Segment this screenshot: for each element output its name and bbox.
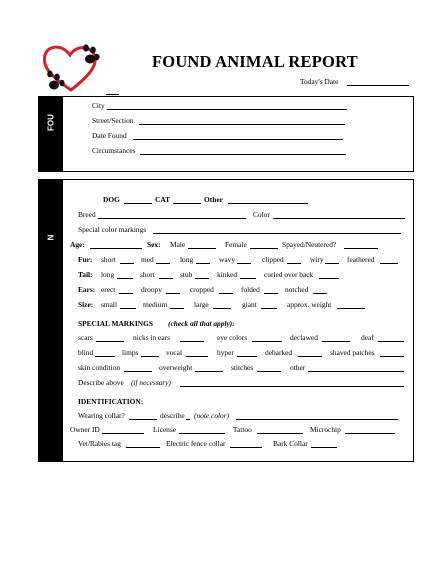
marking-other-line bbox=[308, 371, 404, 372]
tail-stub-line bbox=[195, 278, 209, 279]
owner-id-label: Owner ID bbox=[70, 425, 100, 434]
male-label: Male bbox=[170, 240, 186, 249]
marking-blind-line bbox=[95, 356, 115, 357]
marking-stitches-line bbox=[257, 371, 281, 372]
street-section-line bbox=[139, 124, 345, 125]
marking-scars: scars bbox=[78, 333, 93, 342]
age-line bbox=[90, 248, 142, 249]
marking-debarked: debarked bbox=[265, 348, 293, 357]
spayed-neutered-label: Spayed/Neutered? bbox=[282, 240, 337, 249]
type-dog-label: DOG bbox=[103, 195, 120, 204]
heart-paw-logo-icon bbox=[40, 38, 102, 96]
tail-curled: curled over back bbox=[264, 270, 314, 279]
color-line bbox=[273, 218, 405, 219]
marking-limps-line bbox=[141, 356, 159, 357]
todays-date-line bbox=[347, 85, 409, 86]
ears-label: Ears: bbox=[78, 285, 96, 294]
date-found-label: Date Found bbox=[92, 131, 127, 140]
marking-vocal: vocal bbox=[166, 348, 183, 357]
size-weight-line bbox=[337, 308, 365, 309]
note-color-line bbox=[236, 419, 398, 420]
microchip-label: Microchip bbox=[310, 425, 341, 434]
male-line bbox=[188, 248, 216, 249]
fur-short-line bbox=[120, 263, 134, 264]
city-line bbox=[107, 109, 347, 110]
color-label: Color bbox=[253, 210, 270, 219]
ears-cropped: cropped bbox=[190, 285, 214, 294]
marking-hyper-line bbox=[237, 356, 257, 357]
note-color-label: (note color) bbox=[194, 411, 230, 420]
tail-kinked-line bbox=[240, 278, 256, 279]
describe-above-label: Describe above bbox=[78, 378, 124, 387]
fur-short: short bbox=[101, 255, 116, 264]
fur-wiry-line bbox=[325, 263, 339, 264]
bark-collar-label: Bark Collar bbox=[273, 439, 308, 448]
fur-wavy-line bbox=[237, 263, 251, 264]
found-location-side-label: FOU bbox=[46, 114, 56, 131]
size-giant-line bbox=[261, 308, 277, 309]
describe-above-line bbox=[180, 386, 404, 387]
tattoo-label: Tattoo bbox=[233, 425, 252, 434]
circumstances-line bbox=[140, 154, 346, 155]
circumstances-label: Circumstances bbox=[92, 146, 136, 155]
ears-cropped-line bbox=[219, 293, 233, 294]
type-dog-line bbox=[124, 203, 152, 204]
city-label: City bbox=[92, 101, 105, 110]
size-large: large bbox=[194, 300, 209, 309]
tail-short-line bbox=[159, 278, 173, 279]
marking-overweight: overweight bbox=[159, 363, 193, 372]
ears-erect: erect bbox=[101, 285, 116, 294]
special-markings-note: (check all that apply): bbox=[168, 319, 235, 328]
special-color-line bbox=[153, 233, 401, 234]
license-line bbox=[179, 433, 225, 434]
fur-label: Fur: bbox=[78, 255, 93, 264]
marking-scars-line bbox=[96, 341, 124, 342]
spayed-neutered-line bbox=[344, 248, 378, 249]
breed-label: Breed bbox=[78, 210, 96, 219]
tail-long-line bbox=[117, 278, 133, 279]
marking-nicks: nicks in ears bbox=[133, 333, 170, 342]
fur-wavy: wavy bbox=[219, 255, 236, 264]
ears-erect-line bbox=[119, 293, 133, 294]
breed-line bbox=[98, 218, 246, 219]
page-title: FOUND ANIMAL REPORT bbox=[152, 52, 358, 71]
identification-heading: IDENTIFICATION: bbox=[78, 397, 144, 406]
tail-kinked: kinked bbox=[217, 270, 238, 279]
describe-collar-line bbox=[186, 419, 190, 420]
marking-limps: limps bbox=[122, 348, 139, 357]
marking-shaved-patches: shaved patches bbox=[330, 348, 375, 357]
fur-clipped-line bbox=[287, 263, 301, 264]
marking-vocal-line bbox=[186, 356, 208, 357]
type-cat-line bbox=[173, 203, 201, 204]
marking-eye-colors-line bbox=[252, 341, 282, 342]
vet-rabies-tag-line bbox=[126, 447, 160, 448]
marking-deaf-line bbox=[378, 341, 404, 342]
size-large-line bbox=[213, 308, 231, 309]
fur-feathered-line bbox=[380, 263, 398, 264]
marking-skin-condition-line bbox=[124, 371, 152, 372]
wearing-collar-label: Wearing collar? bbox=[78, 411, 125, 420]
size-label: Size: bbox=[78, 300, 94, 309]
bark-collar-line bbox=[311, 447, 337, 448]
female-label: Female bbox=[225, 240, 247, 249]
date-found-line bbox=[133, 139, 343, 140]
special-markings-heading: SPECIAL MARKINGS bbox=[78, 319, 153, 328]
microchip-line bbox=[345, 433, 395, 434]
electric-fence-collar-line bbox=[230, 447, 262, 448]
street-section-label: Street/Section bbox=[92, 116, 134, 125]
female-line bbox=[250, 248, 278, 249]
special-color-label: Special color markings bbox=[78, 225, 147, 234]
electric-fence-collar-label: Electric fence collar bbox=[166, 439, 226, 448]
marking-blind: blind bbox=[78, 348, 94, 357]
fur-med: med bbox=[141, 255, 154, 264]
fur-long: long bbox=[180, 255, 194, 264]
ears-droopy-line bbox=[166, 293, 180, 294]
fur-feathered: feathered bbox=[347, 255, 375, 264]
wearing-collar-line bbox=[129, 419, 157, 420]
size-small: small bbox=[101, 300, 118, 309]
marking-stitches: stitches bbox=[231, 363, 254, 372]
marking-other: other bbox=[290, 363, 306, 372]
owner-id-line bbox=[102, 433, 144, 434]
license-label: License bbox=[153, 425, 176, 434]
vet-rabies-tag-label: Vet/Rabies tag bbox=[78, 439, 121, 448]
fur-clipped: clipped bbox=[262, 255, 284, 264]
size-giant: giant bbox=[242, 300, 257, 309]
tattoo-line bbox=[257, 433, 303, 434]
describe-collar-label: describe bbox=[160, 411, 185, 420]
tail-label: Tail: bbox=[78, 270, 93, 279]
describe-above-note: (if necessary) bbox=[131, 378, 172, 387]
ears-notched-line bbox=[313, 293, 327, 294]
age-label: Age: bbox=[70, 240, 85, 249]
animal-description-sideband bbox=[38, 179, 63, 462]
marking-declawed-line bbox=[322, 341, 350, 342]
marking-nicks-line bbox=[180, 341, 204, 342]
ears-notched: notched bbox=[285, 285, 309, 294]
tail-curled-line bbox=[319, 278, 339, 279]
marking-debarked-line bbox=[298, 356, 322, 357]
marking-overweight-line bbox=[195, 371, 223, 372]
size-small-line bbox=[120, 308, 136, 309]
tail-long: long bbox=[101, 270, 115, 279]
marking-deaf: deaf bbox=[361, 333, 374, 342]
type-other-label: Other bbox=[204, 195, 223, 204]
type-cat-label: CAT bbox=[155, 195, 171, 204]
tail-stub: stub bbox=[180, 270, 193, 279]
sex-label: Sex: bbox=[147, 240, 161, 249]
size-weight: approx. weight bbox=[287, 300, 332, 309]
size-medium-line bbox=[170, 308, 184, 309]
ears-folded-line bbox=[264, 293, 278, 294]
ears-droopy: droopy bbox=[141, 285, 162, 294]
animal-description-side-label: N bbox=[46, 234, 56, 241]
fur-long-line bbox=[196, 263, 210, 264]
marking-hyper: hyper bbox=[217, 348, 234, 357]
ears-folded: folded bbox=[241, 285, 260, 294]
fur-wiry: wiry bbox=[310, 255, 324, 264]
todays-date-line-cont bbox=[106, 94, 119, 95]
marking-declawed: declawed bbox=[290, 333, 318, 342]
size-medium: medium bbox=[143, 300, 168, 309]
fur-med-line bbox=[156, 263, 170, 264]
marking-shaved-patches-line bbox=[380, 356, 404, 357]
marking-skin-condition: skin condition bbox=[78, 363, 121, 372]
marking-eye-colors: eye colors bbox=[217, 333, 248, 342]
todays-date-label: Today's Date bbox=[300, 77, 339, 86]
type-other-line bbox=[228, 203, 308, 204]
tail-short: short bbox=[140, 270, 155, 279]
